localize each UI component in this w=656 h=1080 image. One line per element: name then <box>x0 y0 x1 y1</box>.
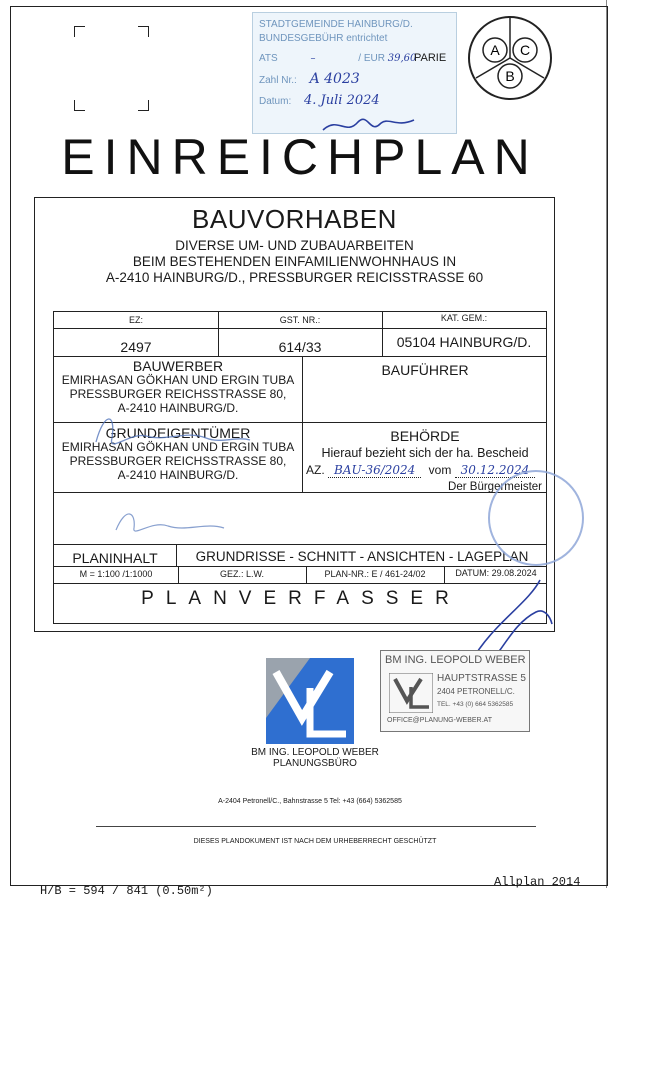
fee-ats-label: ATS <box>259 53 278 64</box>
ez-label: EZ: <box>128 315 143 325</box>
scale-label: M = 1:100 /1:1000 <box>79 569 153 579</box>
office-stamp-logo-icon <box>389 673 433 713</box>
office-stamp <box>380 650 530 732</box>
acb-b: B <box>505 68 515 84</box>
behoerde-vom-value: 30.12.2024 <box>455 463 536 478</box>
office-stamp-line2: HAUPTSTRASSE 5 <box>437 673 526 684</box>
fee-eur-value: 39,60 <box>387 53 417 64</box>
bauwerber-line2: PRESSBURGER REICHSSTRASSE 80, <box>69 387 287 401</box>
fee-datum-value: 4. Juli 2024 <box>304 93 380 108</box>
copyright-notice: DIESES PLANDOKUMENT IST NACH DEM URHEBERRECHT GESCHÜTZT <box>193 838 437 845</box>
planinhalt-label: PLANINHALT <box>72 550 158 566</box>
fee-eur-label: / EUR <box>358 53 385 64</box>
footer-divider <box>96 826 536 827</box>
behoerde-az-label: AZ. <box>306 463 325 477</box>
acb-logo-icon <box>466 14 554 102</box>
fold-mark-top-left <box>74 26 85 37</box>
bauwerber-line3: A-2410 HAINBURG/D. <box>117 401 239 415</box>
fee-zahl-label: Zahl Nr.: <box>259 75 297 86</box>
bauvorhaben-description <box>35 238 554 286</box>
office-caption <box>230 747 400 769</box>
bauwerber-label: BAUWERBER <box>132 358 224 374</box>
fee-stamp-line2: BUNDESGEBÜHR entrichtet <box>259 33 388 44</box>
gst-value: 614/33 <box>278 339 322 355</box>
kat-value: 05104 HAINBURG/D. <box>396 334 532 350</box>
gez-label: GEZ.: L.W. <box>219 569 264 579</box>
bauvorhaben-heading: BAUVORHABEN <box>192 204 397 234</box>
behoerde-text: Hierauf bezieht sich der ha. Bescheid <box>321 446 529 460</box>
bauvorhaben-line3: A-2410 HAINBURG/D., PRESSBURGER REICISSTRASSE 60 <box>105 270 484 285</box>
acb-c: C <box>519 42 531 58</box>
planverfasser-label: PLANVERFASSER <box>141 588 461 609</box>
bauvorhaben-line2: BEIM BESTEHENDEN EINFAMILIENWOHNHAUS IN <box>132 254 457 269</box>
office-address: A-2404 Petronell/C., Bahnstrasse 5 Tel: +43 (664) 5362585 <box>218 798 402 805</box>
fee-zahl-value: A 4023 <box>309 71 360 87</box>
behoerde-signer: Der Bürgermeister <box>448 481 542 493</box>
baufuehrer-label: BAUFÜHRER <box>381 362 469 378</box>
municipality-seal <box>488 470 584 566</box>
behoerde-vom-label: vom <box>428 463 452 477</box>
plan-nr-label: PLAN-NR.: E / 461-24/02 <box>324 569 426 579</box>
grundeigentuemer-label: GRUNDEIGENTÜMER <box>105 425 251 441</box>
office-stamp-line4: TEL. +43 (0) 664 5362585 <box>437 701 514 708</box>
kat-label: KAT. GEM.: <box>440 313 488 323</box>
fee-ats-value: – <box>310 53 316 64</box>
office-name: BM ING. LEOPOLD WEBER <box>251 747 379 758</box>
signature-bauwerber <box>86 402 256 462</box>
fold-mark-top-right <box>138 26 149 37</box>
signature-grundeigentuemer <box>110 500 230 540</box>
parie-label: PARIE <box>414 52 447 64</box>
bauwerber-line1: EMIRHASAN GÖKHAN UND ERGIN TUBA <box>61 373 295 387</box>
grundeigentuemer-line1: EMIRHASAN GÖKHAN UND ERGIN TUBA <box>61 440 295 454</box>
datum-label: DATUM: 29.08.2024 <box>455 568 537 578</box>
fold-mark-bottom-right <box>138 100 149 111</box>
software-label: Allplan 2014 <box>494 875 581 889</box>
office-stamp-line5: OFFICE@PLANUNG-WEBER.AT <box>387 717 492 724</box>
office-sub: PLANUNGSBÜRO <box>273 758 357 769</box>
grundeigentuemer-line3: A-2410 HAINBURG/D. <box>117 468 239 482</box>
sheet-size: H/B = 594 / 841 (0.50m²) <box>40 884 213 898</box>
fold-mark-bottom-left <box>74 100 85 111</box>
grundeigentuemer-line2: PRESSBURGER REICHSSTRASSE 80, <box>69 454 287 468</box>
ez-value: 2497 <box>120 339 152 355</box>
planungsbuero-logo-icon <box>266 658 354 744</box>
fee-datum-label: Datum: <box>259 96 292 107</box>
page-title: EINREICHPLAN <box>61 129 539 185</box>
gst-label: GST. NR.: <box>279 315 321 325</box>
fee-stamp-line1: STADTGEMEINDE HAINBURG/D. <box>259 19 413 30</box>
office-stamp-line3: 2404 PETRONELL/C. <box>437 687 515 696</box>
behoerde-az-value: BAU-36/2024 <box>328 463 421 478</box>
acb-a: A <box>490 42 500 58</box>
planinhalt-value: GRUNDRISSE - SCHNITT - ANSICHTEN - LAGEPLAN <box>195 549 529 564</box>
bauvorhaben-line1: DIVERSE UM- UND ZUBAUARBEITEN <box>175 238 414 253</box>
behoerde-label: BEHÖRDE <box>390 428 460 444</box>
office-stamp-line1: BM ING. LEOPOLD WEBER <box>385 654 526 666</box>
